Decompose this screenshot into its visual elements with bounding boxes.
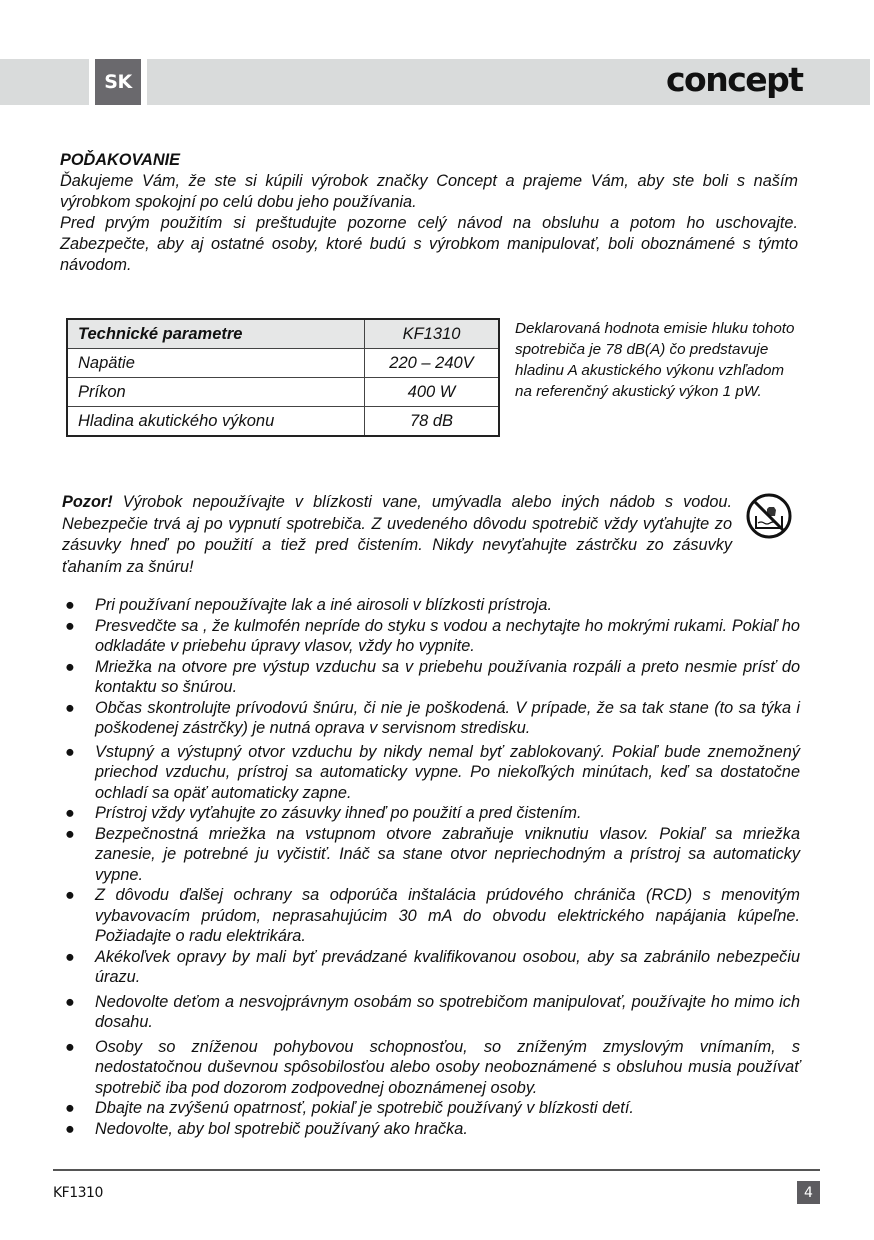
spec-label: Hladina akutického výkonu xyxy=(67,407,365,437)
spec-value: 400 W xyxy=(365,378,500,407)
footer-model: KF1310 xyxy=(53,1185,103,1201)
warning-text: Výrobok nepoužívajte v blízkosti vane, umývadla alebo iných nádob s vodou. Nebezpečie trvá aj po vypnutí spotrebiča. Z uvedeného dôvodu spotrebič vždy vyťahujte zo zásuvky hneď po použití a tiež pred čistením. Nikdy nevyťahujte zástrčku zo zásuvky ťahaním za šnúru! xyxy=(62,493,732,576)
no-bath-use-icon xyxy=(745,492,793,540)
bullet-icon: ● xyxy=(65,824,75,843)
bullet-icon: ● xyxy=(65,1037,75,1056)
list-item: ● Vstupný a výstupný otvor vzduchu by nikdy nemal byť zablokovaný. Pokiaľ bude znemožnený priechod vzduchu, prístroj sa automaticky vypne. Po niekoľkých minútach, keď sa dostatočne ochladí sa opäť automaticky zapne. xyxy=(65,742,800,802)
list-item: ● Pri používaní nepoužívajte lak a iné airosoli v blízkosti prístroja. xyxy=(65,596,553,614)
section-title: POĎAKOVANIE xyxy=(60,151,181,169)
intro-section xyxy=(60,150,798,276)
warning-paragraph xyxy=(62,492,732,578)
list-item: ● Presvedčte sa , že kulmofén nepríde do styku s vodou a nechytajte ho mokrými rukami. Pokiaľ ho odkladáte v priebehu úpravy vlasov, vždy ho vypnite. xyxy=(65,616,800,655)
spec-row xyxy=(67,378,499,407)
bullet-icon: ● xyxy=(65,616,75,635)
bullet-icon: ● xyxy=(65,657,75,676)
list-item: ● Bezpečnostná mriežka na vstupnom otvore zabraňuje vniknutiu vlasov. Pokiaľ sa mriežka zanesie, je potrebné ju vyčistiť. Ináč sa stane otvor nepriechodným a prístroj sa automaticky vypne. xyxy=(65,824,800,884)
spec-header-label: Technické parametre xyxy=(67,319,365,349)
bullet-icon: ● xyxy=(65,804,75,822)
bullet-icon: ● xyxy=(65,1119,75,1138)
bullet-icon: ● xyxy=(65,742,75,761)
spec-header-model: KF1310 xyxy=(365,319,500,349)
spec-label: Príkon xyxy=(67,378,365,407)
bullet-icon: ● xyxy=(65,947,75,966)
footer-divider xyxy=(53,1169,820,1171)
bullet-icon: ● xyxy=(65,992,75,1011)
list-item: ● Prístroj vždy vyťahujte zo zásuvky ihneď po použití a pred čistením. xyxy=(65,804,582,822)
noise-declaration: Deklarovaná hodnota emisie hluku tohoto spotrebiča je 78 dB(A) čo predstavuje hladinu A akustického výkonu vzhľadom na referenčný akustický výkon 1 pW. xyxy=(515,320,795,400)
list-item: ● Akékoľvek opravy by mali byť prevádzané kvalifikovanou osobou, aby sa zabránilo nebezpečiu úrazu. xyxy=(65,947,800,986)
intro-paragraph: Ďakujeme Vám, že ste si kúpili výrobok značky Concept a prajeme Vám, aby ste boli s naším výrobkom spokojní po celú dobu jeho používania. xyxy=(60,172,798,211)
list-item: ● Mriežka na otvore pre výstup vzduchu sa v priebehu používania rozpáli a preto nesmie prísť do kontaktu so šnúrou. xyxy=(65,657,800,696)
list-item: ● Nedovolte, aby bol spotrebič používaný ako hračka. xyxy=(65,1119,468,1138)
spec-label: Napätie xyxy=(67,349,365,378)
spec-row xyxy=(67,407,499,437)
language-badge: SK xyxy=(95,59,141,105)
bullet-icon: ● xyxy=(65,886,75,904)
brand-logo: concept xyxy=(666,60,803,99)
list-item: ● Osoby so zníženou pohybovou schopnosťou, so zníženým zmyslovým vnímaním, s nedostatočnou duševnou spôsobilosťou alebo osoby neoboznámené s obsluhou musia používať spotrebič iba pod dozorom zodpovednej oboznámenej osoby. xyxy=(65,1037,800,1097)
intro-paragraph: Pred prvým použitím si preštudujte pozorne celý návod na obsluhu a potom ho uschovajte. Zabezpečte, aby aj ostatné osoby, ktoré budú s výrobkom manipulovať, boli oboznámené s týmto návodom. xyxy=(60,214,798,274)
spec-row xyxy=(67,349,499,378)
page-number: 4 xyxy=(797,1181,820,1204)
spec-value: 220 – 240V xyxy=(365,349,500,378)
bullet-icon: ● xyxy=(65,698,75,717)
list-item: ● Z dôvodu ďalšej ochrany sa odporúča inštalácia prúdového chrániča (RCD) s menovitým vybavovacím prúdom, neprasahujúcim 30 mA do obvodu elektrického napájania kúpeľne. Požiadajte o radu elektrikára. xyxy=(65,886,800,945)
list-item: ● Občas skontrolujte prívodovú šnúru, či nie je poškodená. V prípade, že sa tak stane (to sa týka i poškodenej zástrčky) je nutná oprava v servisnom stredisku. xyxy=(65,698,800,737)
warning-lead: Pozor! xyxy=(62,493,113,511)
spec-table-header xyxy=(67,319,499,349)
bullet-icon: ● xyxy=(65,1099,75,1117)
spec-value: 78 dB xyxy=(365,407,500,437)
list-item: ● Nedovolte deťom a nesvojprávnym osobám so spotrebičom manipulovať, používajte ho mimo ich dosahu. xyxy=(65,992,800,1031)
bullet-icon: ● xyxy=(65,596,75,614)
list-item: ● Dbajte na zvýšenú opatrnosť, pokiaľ je spotrebič používaný v blízkosti detí. xyxy=(65,1099,634,1117)
header-band-left xyxy=(0,59,89,105)
safety-rules-list xyxy=(60,595,800,1139)
spec-table xyxy=(66,318,500,437)
